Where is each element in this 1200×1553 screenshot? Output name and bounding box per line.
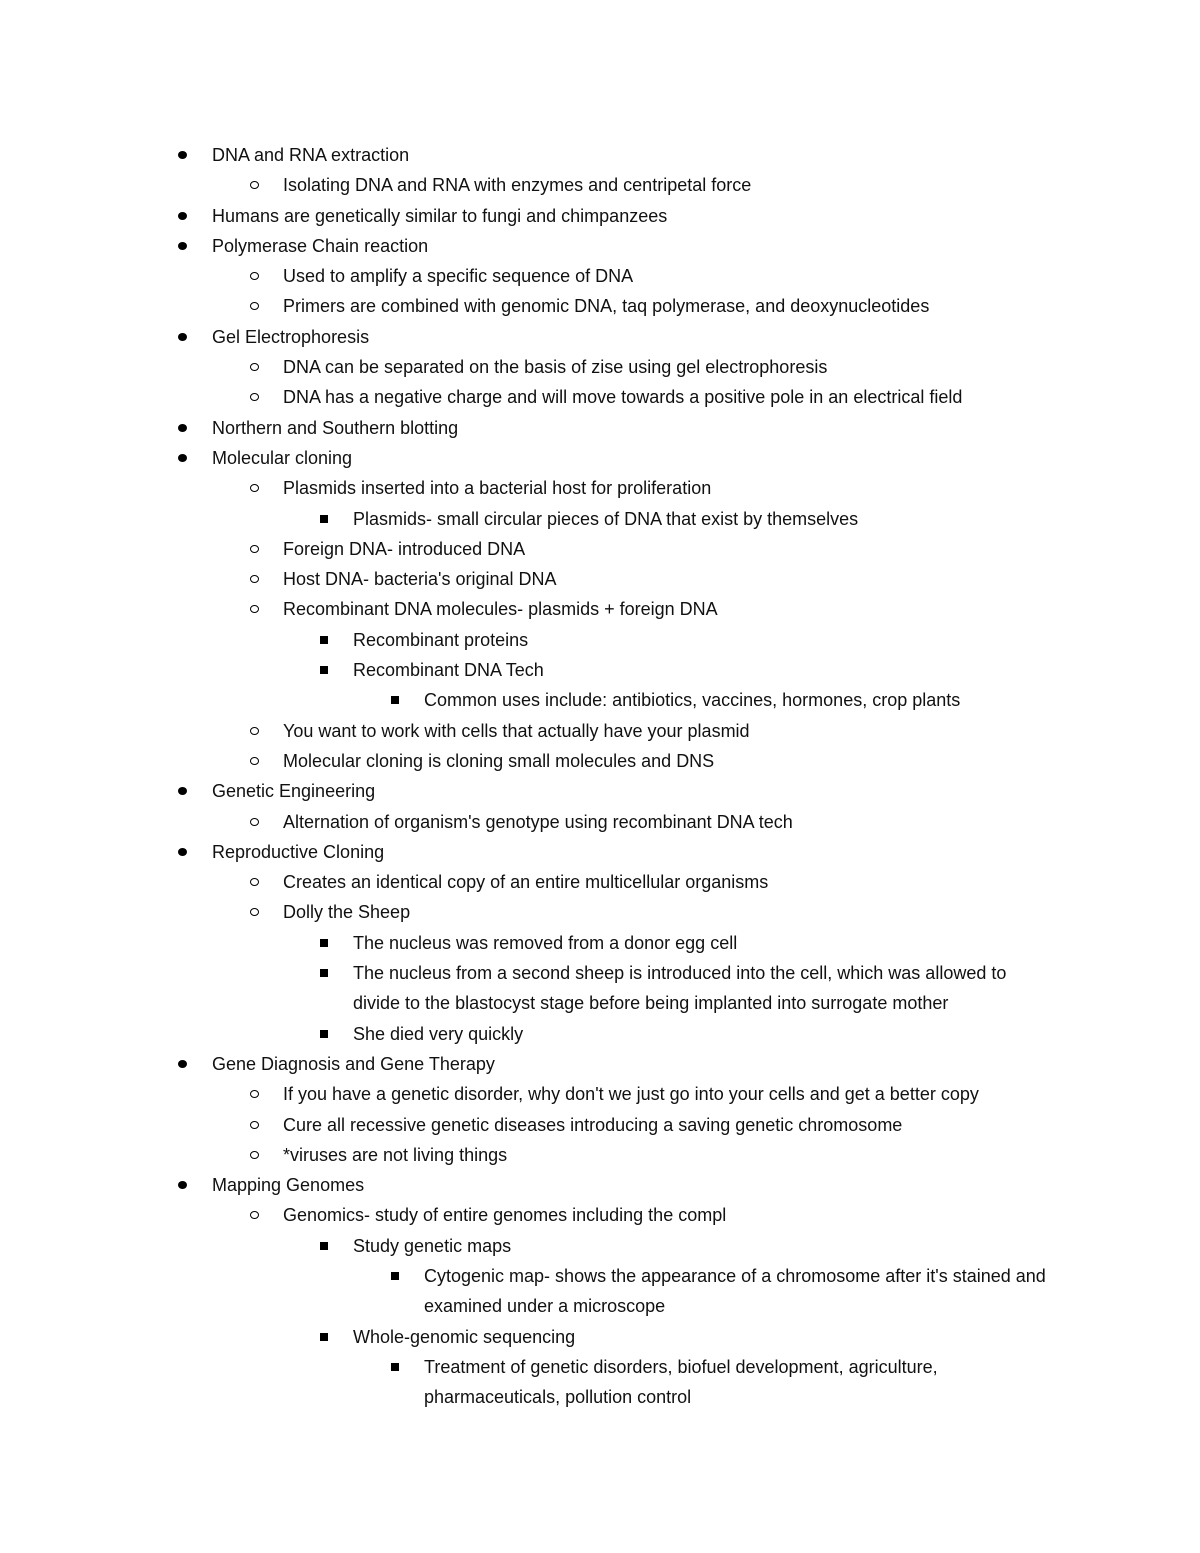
outline-item-text: Dolly the Sheep xyxy=(283,902,411,923)
outline-item-level-0 xyxy=(0,1170,1200,1200)
outline-item-text: *viruses are not living things xyxy=(283,1144,508,1165)
outline-item-text: Cytogenic map- shows the appearance of a chromosome after it's stained and examined under a microscope xyxy=(424,1265,1046,1317)
filled-disc-bullet-icon xyxy=(172,322,192,352)
outline-item-text: Isolating DNA and RNA with enzymes and centripetal force xyxy=(283,175,752,196)
outline-item-text: Common uses include: antibiotics, vaccines, hormones, crop plants xyxy=(424,690,961,711)
outline-item-text: Host DNA- bacteria's original DNA xyxy=(283,569,557,590)
outline-item-text: Foreign DNA- introduced DNA xyxy=(283,538,526,559)
outline-item-text: Alternation of organism's genotype using recombinant DNA tech xyxy=(283,811,793,832)
outline-item-level-1 xyxy=(0,382,1200,412)
filled-disc-bullet-icon xyxy=(172,443,192,473)
square-bullet-icon xyxy=(385,1261,405,1291)
filled-disc-bullet-icon xyxy=(172,1170,192,1200)
filled-disc-bullet-icon xyxy=(172,776,192,806)
filled-disc-bullet-icon xyxy=(172,231,192,261)
outline-item-level-3 xyxy=(0,1352,1200,1413)
outline-item-text: Treatment of genetic disorders, biofuel development, agriculture, pharmaceuticals, pollution control xyxy=(424,1356,938,1408)
outline-item-text: DNA can be separated on the basis of zise using gel electrophoresis xyxy=(283,357,828,378)
outline-item-text: Recombinant DNA molecules- plasmids + foreign DNA xyxy=(283,599,718,620)
outline-item-text: Creates an identical copy of an entire multicellular organisms xyxy=(283,872,769,893)
outline-item-level-2 xyxy=(0,1322,1200,1352)
outline-item-level-2 xyxy=(0,655,1200,685)
outline-item-level-3 xyxy=(0,1261,1200,1322)
outline-item-level-0 xyxy=(0,231,1200,261)
outline-item-level-1 xyxy=(0,534,1200,564)
bulleted-outline xyxy=(0,140,1200,1412)
hollow-circle-bullet-icon xyxy=(244,716,264,746)
outline-item-level-1 xyxy=(0,1200,1200,1230)
outline-item-text: Study genetic maps xyxy=(353,1235,512,1256)
outline-item-level-1 xyxy=(0,807,1200,837)
outline-item-text: The nucleus from a second sheep is introduced into the cell, which was allowed to divide to the blastocyst stage before being implanted into surrogate mother xyxy=(353,963,1007,1014)
outline-item-text: DNA has a negative charge and will move towards a positive pole in an electrical field xyxy=(283,387,963,408)
square-bullet-icon xyxy=(314,625,334,655)
outline-item-text: Used to amplify a specific sequence of DNA xyxy=(283,266,634,287)
outline-item-level-0 xyxy=(0,413,1200,443)
outline-item-text: Primers are combined with genomic DNA, taq polymerase, and deoxynucleotides xyxy=(283,296,930,317)
outline-item-text: Recombinant proteins xyxy=(353,629,529,650)
outline-item-level-2 xyxy=(0,625,1200,655)
square-bullet-icon xyxy=(385,1352,405,1382)
hollow-circle-bullet-icon xyxy=(244,1110,264,1140)
outline-item-text: Reproductive Cloning xyxy=(212,841,385,862)
outline-item-text: Gel Electrophoresis xyxy=(212,326,370,347)
square-bullet-icon xyxy=(385,685,405,715)
filled-disc-bullet-icon xyxy=(172,201,192,231)
outline-item-text: Genomics- study of entire genomes including the compl xyxy=(283,1205,727,1226)
outline-item-level-1 xyxy=(0,352,1200,382)
filled-disc-bullet-icon xyxy=(172,413,192,443)
outline-item-text: Cure all recessive genetic diseases introducing a saving genetic chromosome xyxy=(283,1114,903,1135)
outline-item-text: Humans are genetically similar to fungi and chimpanzees xyxy=(212,205,668,226)
outline-item-text: You want to work with cells that actually have your plasmid xyxy=(283,720,750,741)
filled-disc-bullet-icon xyxy=(172,1049,192,1079)
outline-item-text: Plasmids inserted into a bacterial host for proliferation xyxy=(283,478,712,499)
outline-item-level-1 xyxy=(0,867,1200,897)
outline-item-level-3 xyxy=(0,685,1200,715)
hollow-circle-bullet-icon xyxy=(244,807,264,837)
hollow-circle-bullet-icon xyxy=(244,382,264,412)
hollow-circle-bullet-icon xyxy=(244,594,264,624)
hollow-circle-bullet-icon xyxy=(244,352,264,382)
hollow-circle-bullet-icon xyxy=(244,473,264,503)
outline-item-text: Northern and Southern blotting xyxy=(212,417,459,438)
hollow-circle-bullet-icon xyxy=(244,867,264,897)
outline-item-level-0 xyxy=(0,837,1200,867)
outline-item-level-1 xyxy=(0,746,1200,776)
outline-item-text: If you have a genetic disorder, why don't we just go into your cells and get a better copy xyxy=(283,1084,979,1105)
outline-item-text: Plasmids- small circular pieces of DNA that exist by themselves xyxy=(353,508,859,529)
hollow-circle-bullet-icon xyxy=(244,1079,264,1109)
outline-item-text: Molecular cloning is cloning small molecules and DNS xyxy=(283,750,715,771)
outline-item-text: DNA and RNA extraction xyxy=(212,145,410,165)
outline-item-level-1 xyxy=(0,594,1200,624)
outline-item-level-1 xyxy=(0,564,1200,594)
square-bullet-icon xyxy=(314,1322,334,1352)
outline-item-text: Whole-genomic sequencing xyxy=(353,1326,576,1347)
outline-item-level-2 xyxy=(0,504,1200,534)
square-bullet-icon xyxy=(314,928,334,958)
square-bullet-icon xyxy=(314,1231,334,1261)
outline-item-level-1 xyxy=(0,897,1200,927)
hollow-circle-bullet-icon xyxy=(244,1200,264,1230)
outline-item-text: Gene Diagnosis and Gene Therapy xyxy=(212,1053,495,1074)
hollow-circle-bullet-icon xyxy=(244,534,264,564)
outline-item-level-0 xyxy=(0,1049,1200,1079)
square-bullet-icon xyxy=(314,655,334,685)
square-bullet-icon xyxy=(314,958,334,988)
outline-item-text: Molecular cloning xyxy=(212,447,353,468)
outline-item-level-0 xyxy=(0,140,1200,170)
hollow-circle-bullet-icon xyxy=(244,897,264,927)
square-bullet-icon xyxy=(314,1019,334,1049)
hollow-circle-bullet-icon xyxy=(244,1140,264,1170)
outline-item-text: Mapping Genomes xyxy=(212,1175,365,1196)
outline-item-text: Genetic Engineering xyxy=(212,781,376,802)
outline-item-text: She died very quickly xyxy=(353,1023,524,1044)
outline-item-level-2 xyxy=(0,928,1200,958)
outline-item-level-1 xyxy=(0,291,1200,321)
square-bullet-icon xyxy=(314,504,334,534)
outline-item-level-0 xyxy=(0,776,1200,806)
hollow-circle-bullet-icon xyxy=(244,261,264,291)
outline-item-level-1 xyxy=(0,1140,1200,1170)
hollow-circle-bullet-icon xyxy=(244,564,264,594)
outline-item-level-0 xyxy=(0,201,1200,231)
outline-item-text: Recombinant DNA Tech xyxy=(353,660,544,681)
outline-item-level-1 xyxy=(0,1110,1200,1140)
outline-item-level-2 xyxy=(0,958,1200,1019)
outline-item-text: Polymerase Chain reaction xyxy=(212,235,429,256)
outline-item-level-1 xyxy=(0,716,1200,746)
outline-item-level-1 xyxy=(0,1079,1200,1109)
hollow-circle-bullet-icon xyxy=(244,746,264,776)
outline-item-level-0 xyxy=(0,322,1200,352)
outline-item-text: The nucleus was removed from a donor egg cell xyxy=(353,932,738,953)
outline-item-level-1 xyxy=(0,170,1200,200)
outline-item-level-1 xyxy=(0,261,1200,291)
outline-item-level-2 xyxy=(0,1231,1200,1261)
outline-item-level-2 xyxy=(0,1019,1200,1049)
hollow-circle-bullet-icon xyxy=(244,170,264,200)
outline-item-level-0 xyxy=(0,443,1200,473)
hollow-circle-bullet-icon xyxy=(244,291,264,321)
filled-disc-bullet-icon xyxy=(172,837,192,867)
outline-item-level-1 xyxy=(0,473,1200,503)
filled-disc-bullet-icon xyxy=(172,140,192,170)
